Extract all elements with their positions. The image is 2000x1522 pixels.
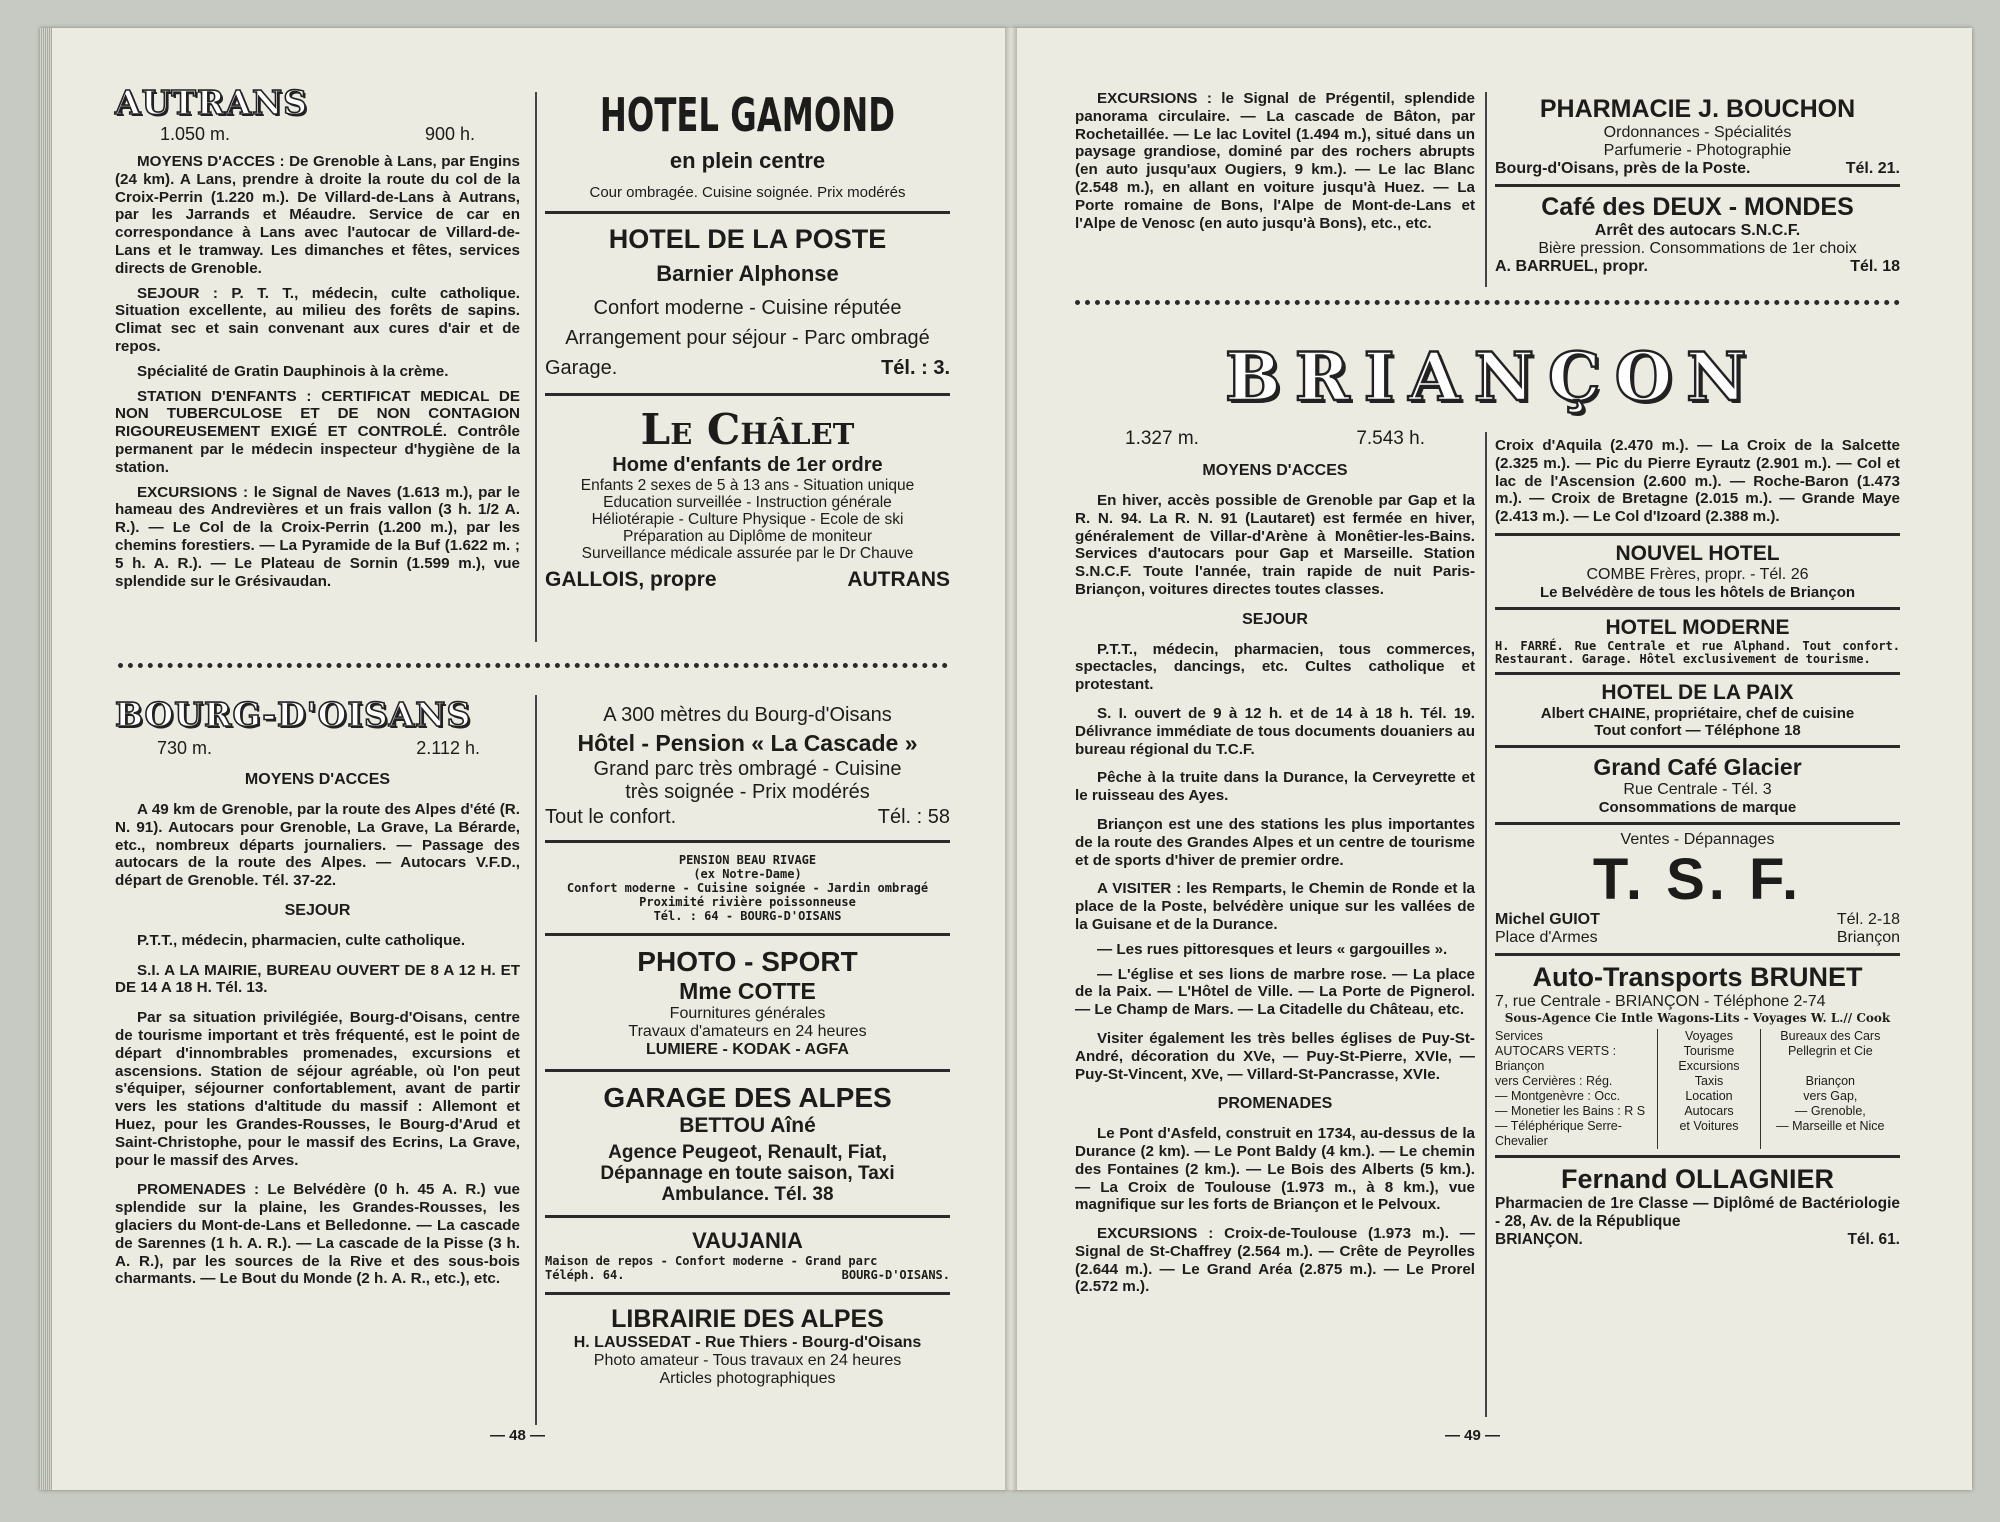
glacier-line2: Consommations de marque: [1598, 798, 1797, 816]
autrans-altitude: 1.050 m.: [160, 124, 231, 144]
tsf-town: Briançon: [1836, 928, 1900, 946]
briancon-station: Briançon est une des stations les plus importantes de la route des Grandes Alpes et un centre de tourisme et de sports d'hiver de premier ordre.: [1075, 815, 1475, 869]
ad-cafe-glacier: [1495, 754, 1900, 816]
poste-line1: Confort moderne - Cuisine réputée: [593, 297, 902, 319]
nouvel-line2: Le Belvédère de tous les hôtels de Briançon: [1539, 583, 1856, 601]
moderne-line1: H. FARRÉ. Rue Centrale et rue Alphand. Tout confort. Restaurant. Garage. Hôtel exclusivement de tourisme.: [1495, 638, 1900, 666]
ad-rule: [1495, 607, 1900, 610]
ad-rule: [545, 393, 950, 396]
book-spine: [1005, 28, 1017, 1490]
briancon-peche: Pêche à la truite dans la Durance, la Cerveyrette et le ruisseau des Ayes.: [1075, 769, 1475, 805]
ad-pharmacie-bouchon: [1495, 95, 1900, 178]
cascade-line4: [545, 804, 950, 830]
cafe-footer: [1495, 258, 1900, 276]
poste-line2: Arrangement pour séjour - Parc ombragé: [565, 327, 930, 349]
bourg-population: 2.112 h.: [416, 738, 480, 758]
paix-line1: Albert CHAINE, propriétaire, chef de cuisine: [1540, 704, 1855, 722]
briancon-stats: [1075, 428, 1475, 450]
ad-hotel-paix: [1495, 681, 1900, 739]
briancon-population: 7.543 h.: [1356, 428, 1425, 449]
garage-line3: Ambulance. Tél. 38: [661, 1184, 834, 1205]
ad-rule: [1495, 953, 1900, 956]
glacier-line1: Rue Centrale - Tél. 3: [1623, 780, 1772, 798]
excursions-top: EXCURSIONS : le Signal de Prégentil, splendide panorama circulaire. — La cascade de Bâton, par Rochetaillée. — Le lac Lovitel (1.494 m.), situé dans un paysage grandiose, dominé par des rochers abrupts (en auto jusqu'aux Ougiers, 9 km.). — Le lac Blanc (2.548 m.), en allant en voiture jusqu'à Huez. — La Porte romaine de Bons, l'Alpe de Mont-de-Lans et l'Alpe de Venosc (en auto jusqu'à Bons), etc., etc.: [1075, 90, 1475, 232]
ad-hotel-gamond: [545, 88, 950, 201]
vaujania-name: VAUJANIA: [692, 1228, 803, 1253]
briancon-croix-text: [1495, 437, 1900, 526]
chalet-footer: [545, 568, 950, 592]
chalet-name: Le Châlet: [640, 405, 855, 454]
bourg-title: BOURG-D'OISANS: [115, 695, 472, 734]
ads-autrans: [545, 88, 950, 592]
librairie-line1: H. LAUSSEDAT - Rue Thiers - Bourg-d'Oisans: [573, 1334, 922, 1351]
tsf-line1: Ventes - Dépannages: [1620, 830, 1775, 848]
bourg-promenades: PROMENADES : Le Belvédère (0 h. 45 A. R.) vue splendide sur la plaine, les Grandes-Rousses, les glaciers du Mont-de-Lans et Belledonne. — La cascade de Sarennes (1 h. A. R.). — La cascade de la Pisse (3 h. A. R.), par les sources de la Rive et des sous-bois charmants. — Le Bout du Monde (2 h. A. R., etc.), etc.: [115, 1181, 520, 1288]
autrans-specialite: Spécialité de Gratin Dauphinois à la crème.: [137, 362, 449, 380]
ad-photo-sport: [545, 946, 950, 1059]
ad-rule: [545, 211, 950, 214]
tsf-place: Place d'Armes: [1495, 928, 1598, 946]
cafe-name: Café des DEUX - MONDES: [1541, 193, 1854, 221]
excursions-top-text: [1075, 90, 1475, 232]
ad-ollagnier: [1495, 1164, 1900, 1249]
poste-owner: Barnier Alphonse: [656, 261, 839, 286]
glacier-name: Grand Café Glacier: [1593, 753, 1802, 780]
ollagnier-name: Fernand OLLAGNIER: [1560, 1163, 1834, 1194]
chalet-line2: Education surveillée - Instruction générale: [603, 494, 892, 511]
briancon-excursions: EXCURSIONS : Croix-de-Toulouse (1.973 m.). — Signal de St-Chaffrey (2.564 m.). — Crête de Peyrolles (2.644 m.). — Le Grand Aréa (2.875 m.). — Le Prorel (2.572 m.).: [1075, 1225, 1475, 1296]
briancon-eglise: — L'église et ses lions de marbre rose. — La place de la Paix. — L'Hôtel de Ville. — La Porte de Pignerol. — Le Champ de Mars. — La Citadelle du Château, etc.: [1075, 965, 1475, 1019]
cascade-confort: Tout le confort.: [545, 806, 677, 828]
tsf-name: T. S. F.: [1592, 846, 1803, 912]
poste-tel: Tél. : 3.: [881, 357, 950, 379]
brunet-col-autocars: Services AUTOCARS VERTS : Briançon vers Cervières : Rég. — Montgenèvre : Occ. — Monetier les Bains : R S — Téléphérique Serre-Chevalier: [1495, 1029, 1658, 1149]
cascade-line2: Grand parc très ombragé - Cuisine: [593, 758, 902, 780]
garage-line1: Agence Peugeot, Renault, Fiat,: [608, 1142, 887, 1163]
vaujania-tel: Téléph. 64.: [545, 1268, 625, 1282]
cafe-tel: Tél. 18: [1850, 258, 1900, 275]
bourg-altitude: 730 m.: [157, 738, 213, 758]
ads-bourg: [545, 702, 950, 1388]
ollagnier-line1: Pharmacien de 1re Classe — Diplômé de Bactériologie - 28, Av. de la République: [1495, 1194, 1900, 1230]
ad-tsf: [1495, 831, 1900, 947]
column-divider: [535, 695, 537, 1425]
pharmacie-line1: Ordonnances - Spécialités: [1603, 124, 1792, 141]
cascade-name: Hôtel - Pension « La Cascade »: [577, 730, 918, 756]
briancon-sejour-heading: SEJOUR: [1242, 610, 1308, 628]
nouvel-line1: COMBE Frères, propr. - Tél. 26: [1586, 565, 1809, 583]
briancon-section: [1075, 428, 1475, 1303]
briancon-sejour: P.T.T., médecin, pharmacien, tous commerces, spectacles, dancings, etc. Cultes catholique et protestant.: [1075, 640, 1475, 694]
autrans-text: [115, 153, 520, 590]
chalet-owner: GALLOIS, propre: [545, 568, 717, 591]
ad-rule: [1495, 822, 1900, 825]
rivage-name: PENSION BEAU RIVAGE: [678, 853, 817, 867]
cascade-line1: A 300 mètres du Bourg-d'Oisans: [603, 704, 892, 726]
pharmacie-name: PHARMACIE J. BOUCHON: [1539, 95, 1856, 123]
garage-line2: Dépannage en toute saison, Taxi: [600, 1163, 895, 1184]
paix-line2: Tout confort — Téléphone 18: [1594, 721, 1801, 739]
briancon-promenades: Le Pont d'Asfeld, construit en 1734, au-dessus de la Durance (2 km). — Le Pont Baldy (4 km.). — Le chemin des Fontaines (2 km.). — Le Bois des Alberts (5 km.). — La Croix de Toulouse (1.973 m., à 8 km.), vue magnifique sur les forts de Briançon et le Pelvoux.: [1075, 1125, 1475, 1214]
briancon-text: [1075, 492, 1475, 1296]
photo-owner: Mme COTTE: [679, 978, 816, 1004]
cafe-owner: A. BARRUEL, propr.: [1495, 258, 1648, 275]
ad-rule: [1495, 672, 1900, 675]
briancon-croix: Croix d'Aquila (2.470 m.). — La Croix de la Salcette (2.325 m.). — Pic du Pierre Eyrautz (2.901 m.). — Col et lac de l'Ascension (2.600 m.). — Roche-Baron (1.473 m.). — Croix de Bretagne (2.015 m.). — Grande Maye (2.413 m.). — Le Col d'Izoard (2.388 m.).: [1495, 437, 1900, 526]
chalet-line3: Héliotérapie - Culture Physique - Ecole de ski: [591, 511, 904, 528]
cascade-line3: très soignée - Prix modérés: [625, 781, 870, 803]
briancon-si: S. I. ouvert de 9 à 12 h. et de 14 à 18 h. Tél. 19. Délivrance immédiate de tous documents douaniers au bureau régional du T.C.F.: [1075, 704, 1475, 758]
briancon-acces-heading: MOYENS D'ACCES: [1202, 462, 1348, 479]
ad-le-chalet: [545, 406, 950, 592]
chalet-line1: Enfants 2 sexes de 5 à 13 ans - Situation unique: [580, 477, 915, 494]
ad-nouvel-hotel: [1495, 542, 1900, 601]
vaujania-line1: Maison de repos - Confort moderne - Grand parc: [545, 1254, 878, 1268]
ad-librairie: [545, 1305, 950, 1388]
bourg-sejour: P.T.T., médecin, pharmacien, culte catholique.: [137, 931, 466, 949]
paix-name: HOTEL DE LA PAIX: [1601, 680, 1794, 704]
ad-hotel-poste: [545, 224, 950, 383]
cafe-line2: Bière pression. Consommations de 1er choix: [1538, 240, 1857, 257]
briancon-acces: En hiver, accès possible de Grenoble par Gap et la R. N. 94. La R. N. 91 (Lautaret) est fermée en hiver, généralement de Villar-d'Arène à Monêtier-les-Bains. Services d'autocars pour Gap et Marseille. Station S.N.C.F. Toute l'année, train rapide de nuit Paris-Briançon, voitures directes toutes classes.: [1075, 492, 1475, 598]
gamond-sub: en plein centre: [669, 148, 826, 173]
nouvel-name: NOUVEL HOTEL: [1615, 541, 1780, 565]
poste-garage: Garage.: [545, 357, 618, 379]
chalet-town: AUTRANS: [847, 568, 950, 591]
brunet-columns: [1495, 1029, 1900, 1149]
cafe-line1: Arrêt des autocars S.N.C.F.: [1594, 222, 1801, 239]
librairie-name: LIBRAIRIE DES ALPES: [611, 1305, 884, 1333]
ad-rule: [545, 840, 950, 843]
bourg-acces-heading: MOYENS D'ACCES: [244, 771, 391, 788]
librairie-line3: Articles photographiques: [659, 1370, 836, 1387]
garage-name: GARAGE DES ALPES: [603, 1082, 892, 1113]
tsf-tel: Tél. 2-18: [1836, 910, 1900, 928]
page-number-48: — 48 —: [490, 1427, 546, 1444]
photo-line2: Travaux d'amateurs en 24 heures: [628, 1023, 867, 1040]
pharmacie-address: Bourg-d'Oisans, près de la Poste.: [1495, 160, 1751, 177]
ads-bourg-right: [1495, 95, 1900, 276]
gamond-name: HOTEL GAMOND: [599, 88, 896, 142]
pharmacie-tel: Tél. 21.: [1845, 160, 1900, 177]
ad-brunet: [1495, 962, 1900, 1149]
page-edge-stack: [40, 28, 52, 1490]
brunet-col-voyages: Voyages Tourisme Excursions Taxis Location Autocars et Voitures: [1658, 1029, 1760, 1149]
briancon-visiter: A VISITER : les Remparts, le Chemin de Ronde et la place de la Poste, belvédère unique sur les vallées de la Guisane et de la Durance.: [1075, 880, 1475, 933]
bourg-section: [115, 695, 520, 1295]
photo-line1: Fournitures générales: [669, 1005, 826, 1022]
ollagnier-tel: Tél. 61.: [1847, 1230, 1900, 1248]
ad-rule: [545, 1215, 950, 1218]
librairie-line2: Photo amateur - Tous travaux en 24 heures: [593, 1352, 902, 1369]
bourg-sejour-heading: SEJOUR: [284, 901, 351, 919]
ollagnier-town: BRIANÇON.: [1495, 1230, 1583, 1248]
brunet-name: Auto-Transports BRUNET: [1532, 961, 1863, 992]
briancon-ads-column: [1495, 437, 1900, 1249]
brunet-col-pellegrin: Bureaux des Cars Pellegrin et Cie Briançon vers Gap, — Grenoble, — Marseille et Nice: [1776, 1028, 1885, 1133]
ad-rule: [545, 1292, 950, 1295]
bourg-stats: [115, 738, 520, 759]
poste-line3: [545, 353, 950, 383]
briancon-eglises: Visiter également les très belles églises de Puy-St-André, décoration du XVe, — Puy-St-Pierre, XVIe, — Puy-St-Vincent, XVe, — Villard-St-Pancrasse, XVIe.: [1075, 1029, 1475, 1083]
ad-garage-alpes: [545, 1082, 950, 1205]
autrans-stats: [115, 124, 520, 145]
tsf-footer2: [1495, 929, 1900, 947]
chalet-sub: Home d'enfants de 1er ordre: [612, 454, 883, 476]
photo-name: PHOTO - SPORT: [637, 946, 858, 977]
vaujania-town: BOURG-D'OISANS.: [841, 1268, 950, 1282]
autrans-title: AUTRANS: [115, 83, 308, 122]
ad-rule: [545, 933, 950, 936]
autrans-population: 900 h.: [424, 124, 475, 144]
ollagnier-footer: [1495, 1231, 1900, 1249]
moderne-name: HOTEL MODERNE: [1605, 615, 1790, 639]
ad-cafe-deux-mondes: [1495, 193, 1900, 276]
brunet-line1: 7, rue Centrale - BRIANÇON - Téléphone 2-74: [1495, 992, 1826, 1010]
briancon-altitude: 1.327 m.: [1125, 428, 1199, 449]
autrans-acces: MOYENS D'ACCES : De Grenoble à Lans, par Engins (24 km). A Lans, prendre à droite la route du col de la Croix-Perrin (1.220 m.). De Villard-de-Lans à Autrans, par les Jarrands et Méaudre. Service de car en correspondance à Lans avec l'autocar de Villard-de-Lans et le tramway. Les dimanches et fêtes, services directs de Grenoble.: [115, 153, 520, 277]
bourg-si: S.I. A LA MAIRIE, BUREAU OUVERT DE 8 A 12 H. ET DE 14 A 18 H. Tél. 13.: [115, 961, 520, 997]
bourg-situation: Par sa situation privilégiée, Bourg-d'Oisans, centre de tourisme important et très fréquenté, est le point de départ d'innombrables promenades, excursions et ascensions. Station de séjour agréable, où l'on peut s'équiper, séjourner confortablement, avant de partir vers les stations d'altitude du massif : Allemont et Huez, pour les Grandes-Rousses, le Bourg-d'Arud et Saint-Christophe, pour le massif des Ecrins, La Grave, pour le massif des Arves.: [115, 1009, 520, 1169]
ad-rule: [1495, 1155, 1900, 1158]
rivage-line2: Confort moderne - Cuisine soignée - Jardin ombragé: [566, 881, 929, 895]
ad-rule: [1495, 533, 1900, 536]
column-divider: [1485, 92, 1487, 287]
cascade-tel: Tél. : 58: [877, 806, 950, 828]
dotted-separator: [118, 663, 948, 668]
autrans-sejour: SEJOUR : P. T. T., médecin, culte catholique. Situation excellente, au milieu des forêts de sapins. Climat sec et sain convenant aux cures d'air et de repos.: [115, 284, 520, 355]
ad-beau-rivage: [545, 853, 950, 923]
bourg-excursions: [1075, 90, 1475, 239]
briancon-promenades-heading: PROMENADES: [1217, 1095, 1333, 1113]
briancon-rues: — Les rues pittoresques et leurs « gargouilles ».: [1097, 940, 1448, 958]
ad-rule: [1495, 745, 1900, 748]
column-divider: [1485, 432, 1487, 1417]
ad-la-cascade: [545, 702, 950, 830]
tsf-owner: Michel GUIOT: [1495, 910, 1600, 928]
rivage-line3: Proximité rivière poissonneuse: [639, 895, 856, 909]
bourg-text: [115, 801, 520, 1288]
dotted-separator: [1075, 300, 1900, 305]
photo-line3: LUMIERE - KODAK - AGFA: [646, 1041, 849, 1058]
pharmacie-line2: Parfumerie - Photographie: [1603, 142, 1792, 159]
vaujania-footer: [545, 1268, 950, 1282]
bourg-acces: A 49 km de Grenoble, par la route des Alpes d'été (R. N. 91). Autocars pour Grenoble, La Grave, La Bérarde, etc., nombreux départs journaliers. — Passage des autocars de la route des Alpes. — Autocars V.F.D., départ de Grenoble. Tél. 37-22.: [115, 801, 520, 890]
ad-vaujania: [545, 1228, 950, 1282]
ad-hotel-moderne: [1495, 616, 1900, 666]
autrans-station: STATION D'ENFANTS : CERTIFICAT MEDICAL DE NON TUBERCULOSE ET DE NON CONTAGION RIGOUREUSEMENT EXIGÉ ET CONTROLÉ. Contrôle permanent par le médecin inspecteur d'hygiène de la station.: [115, 387, 520, 476]
column-divider: [535, 92, 537, 642]
poste-name: HOTEL DE LA POSTE: [608, 224, 887, 254]
ad-rule: [545, 1069, 950, 1072]
chalet-line5: Surveillance médicale assurée par le Dr Chauve: [581, 545, 914, 562]
gamond-line: Cour ombragée. Cuisine soignée. Prix modérés: [589, 184, 906, 201]
briancon-title: BRIANÇON: [1225, 338, 1761, 416]
pharmacie-footer: [1495, 160, 1900, 178]
brunet-line2: Sous-Agence Cie Intle Wagons-Lits - Voyages W. L.// Cook: [1504, 1010, 1891, 1025]
chalet-line4: Préparation au Diplôme de moniteur: [623, 528, 872, 545]
ad-rule: [1495, 184, 1900, 187]
tsf-footer1: [1495, 911, 1900, 929]
autrans-section: [115, 83, 520, 597]
garage-owner: BETTOU Aîné: [679, 1114, 816, 1137]
page-number-49: — 49 —: [1445, 1427, 1501, 1444]
rivage-line4: Tél. : 64 - BOURG-D'OISANS: [653, 909, 842, 923]
rivage-line1: (ex Notre-Dame): [693, 867, 802, 881]
autrans-excursions: EXCURSIONS : le Signal de Naves (1.613 m.), par le hameau des Andrevières et un frais vallon (3 h. 1/2 A. R.). — Le Col de la Croix-Perrin (1.200 m.), par les chemins forestiers. — La Pyramide de la Buf (1.622 m. ; 5 h. A. R.). — Le Plateau de Sornin (1.599 m.), vue splendide sur le Grésivaudan.: [115, 483, 520, 590]
